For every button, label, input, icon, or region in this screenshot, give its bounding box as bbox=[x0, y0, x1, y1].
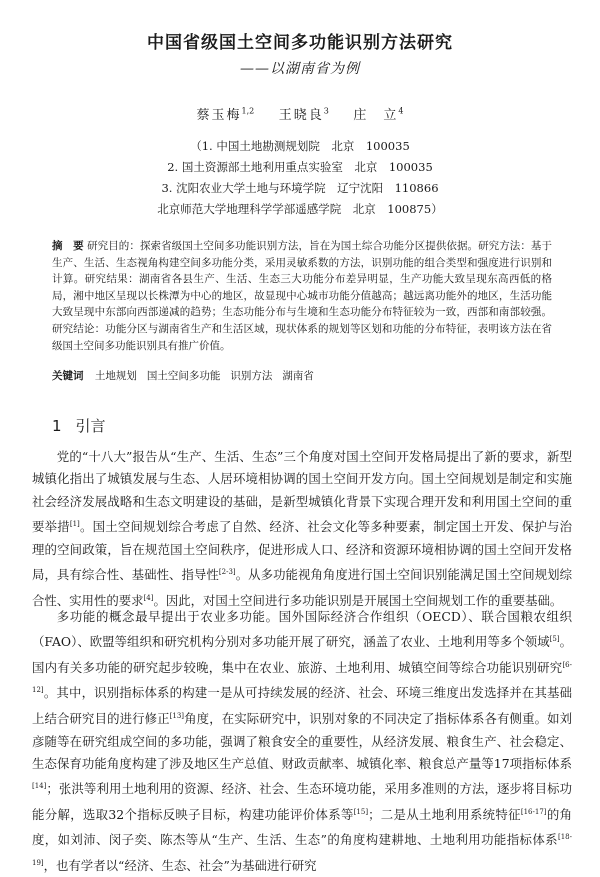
keyword: 土地规划 bbox=[94, 370, 137, 382]
author: 王晓良$^3$ bbox=[278, 106, 329, 123]
paper-subtitle: ——以湖南省为例 bbox=[240, 61, 360, 77]
affiliation-line: 3. 沈阳农业大学土地与环境学院 辽宁沈阳 110866 bbox=[161, 181, 439, 195]
citation-ref: [1] bbox=[69, 520, 80, 529]
section-number: 1 bbox=[52, 417, 62, 435]
paragraph-text: 。国土空间规划综合考虑了自然、经济、社会文化等多种要素，制定国土开发、保护与治理的空间政策，旨在规范国土空间秩序，促进形成人口、经济和资源环境相协调的国土空间开发格局，具有综合性、基础性、指导性 bbox=[32, 519, 573, 583]
keywords bbox=[52, 368, 552, 383]
paragraph-text: 。因此，对国土空间进行多功能识别是开展国土空间规划工作的重要基础。 bbox=[153, 592, 563, 608]
citation-ref: [13] bbox=[169, 712, 185, 720]
paper-title: 中国省级国土空间多功能识别方法研究 bbox=[147, 33, 453, 53]
abstract-text: 研究目的：探索省级国土空间多功能识别方法，旨在为国土综合功能分区提供依据。研究方法：基于生产、生活、生态视角构建空间多功能分类，采用灵敏系数的方法，识别功能的组合类型和强度进行识别和计算。研究结果：湖南省各县生产、生活、生态三大功能分布差异明显，生产功能大致呈现东高西低的格局，湘中地区呈现以长株潭为中心的地区，故显现中心城市功能分值越高；越远离功能外的地区，生活功能大致呈现中东部向西部递减的趋势；生态功能分布与生境和生态功能分布特征较为一致，西部和南部较强。研究结论：功能分区与湖南省生产和生活区域，现状体系的规划等区划和功能的分布特征，表明该方法在省级国土空间多功能识别具有推广价值。 bbox=[52, 240, 552, 352]
keyword: 识别方法 bbox=[230, 370, 273, 382]
citation-ref: [15] bbox=[353, 807, 369, 816]
citation-ref: [14] bbox=[32, 782, 47, 791]
abstract bbox=[52, 238, 552, 354]
author: 蔡玉梅$^{1,2}$ bbox=[196, 106, 255, 123]
keyword: 国土空间多功能 bbox=[146, 370, 221, 382]
keyword: 湖南省 bbox=[282, 370, 314, 382]
author-list bbox=[0, 104, 600, 123]
citation-ref: [5] bbox=[549, 635, 560, 644]
paragraph-text: ，也有学者以“经济、生态、社会”为基础进行研究 bbox=[43, 858, 317, 874]
body-paragraph bbox=[32, 606, 572, 877]
paragraph-text: 。从多功能视角角度进行国土空间识别能满足国土空间规划综合性、实用性的要求 bbox=[32, 567, 573, 608]
paragraph-text: ；二是从土地利用系统特征 bbox=[368, 807, 521, 822]
affiliation-line: 北京师范大学地理科学学部遥感学院 北京 100875） bbox=[157, 202, 443, 216]
citation-ref: [4] bbox=[143, 593, 154, 602]
affiliation-line: （1. 中国土地勘测规划院 北京 100035 bbox=[190, 139, 410, 153]
section-title: 引言 bbox=[75, 417, 106, 435]
citation-ref: [6-12] bbox=[32, 660, 572, 695]
section-heading bbox=[52, 415, 106, 436]
affiliation-line: 2. 国土资源部土地利用重点实验室 北京 100035 bbox=[167, 160, 433, 174]
paragraph-text: 党的“十八大”报告从“生产、生活、生态”三个角度对国土空间开发格局提出了新的要求，新型城镇化指出了城镇发展与生态、人居环境相协调的国土空间开发方向。国土空间规划是制定和实施社会经济发展战略和生态文明建设的基础，是新型城镇化背景下实现合理开发和利用国土空间的重要举措 bbox=[32, 449, 572, 535]
keywords-label: 关键词 bbox=[52, 370, 84, 382]
citation-ref: [18-19] bbox=[32, 833, 572, 867]
paragraph-text: ；张洪等利用土地利用的资源、经济、社会、生态环境功能，采用多准则的方法，逐步将目标功能分解，选取32个指标反映子目标，构建功能评价体系等 bbox=[32, 781, 572, 822]
paragraph-text: 。国内有关多功能的研究起步较晚，集中在农业、旅游、土地利用、城镇空间等综合功能识别研究 bbox=[32, 634, 572, 676]
body-paragraph bbox=[32, 446, 572, 612]
paragraph-text: 的角度，如刘沛、闵子奕、陈杰等从“生产、生活、生态”的角度构建耕地、土地利用功能指标体系 bbox=[32, 807, 572, 848]
author: 庄 立$^4$ bbox=[353, 106, 404, 123]
paragraph-text: 多功能的概念最早提出于农业多功能。国外国际经济合作组织（OECD）、联合国粮农组织（FAO）、欧盟等组织和研究机构分别对多功能开展了研究，涵盖了农业、土地利用等多个领域 bbox=[32, 609, 572, 650]
citation-ref: [16-17] bbox=[520, 807, 547, 816]
citation-ref: [2-3] bbox=[218, 568, 236, 577]
paragraph-text: 角度，在实际研究中，识别对象的不同决定了指标体系各有侧重。如刘彦随等在研究组成空间的多功能，强调了粮食安全的重要性，从经济发展、粮食生产、社会稳定、生态保育功能角度构建了涉及地区生产总值、财政贡献率、城镇化率、粮食总产量等17项指标体系 bbox=[32, 711, 573, 771]
paragraph-text: 。其中，识别指标体系的构建一是从可持续发展的经济、社会、环境三维度出发选择并在其基础上结合研究目的进行修正 bbox=[32, 685, 572, 727]
abstract-label: 摘 要 bbox=[52, 240, 84, 252]
